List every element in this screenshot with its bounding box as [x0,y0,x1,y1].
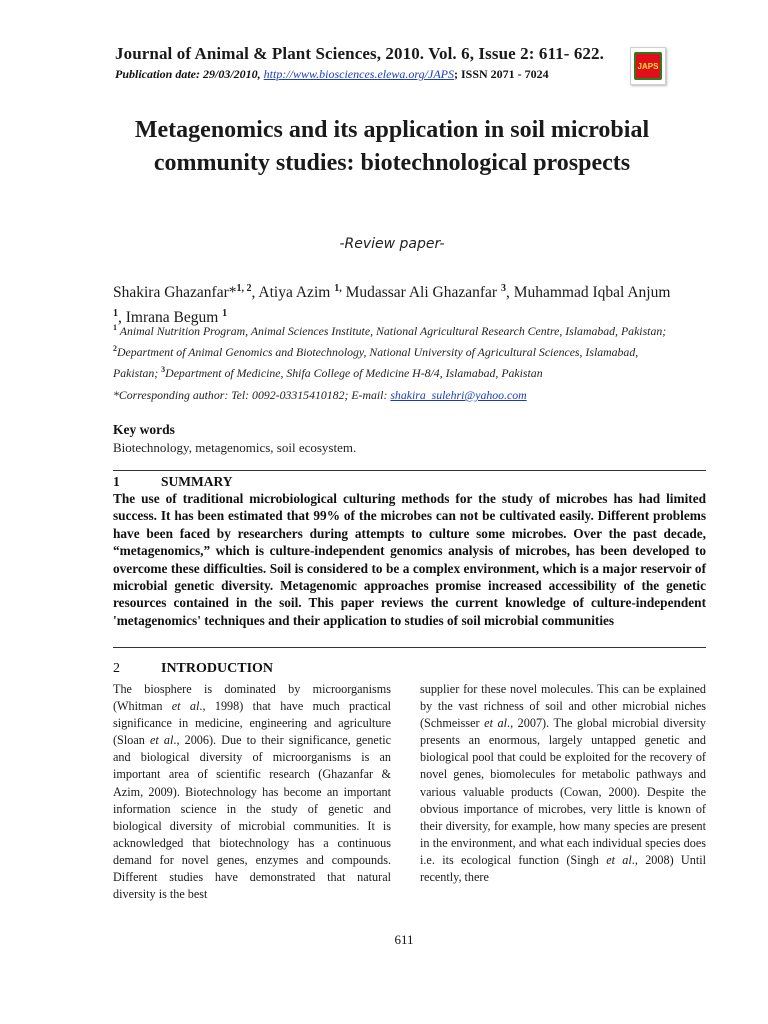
affiliation-mark: 1 [113,323,117,332]
section-number: 1 [113,474,120,489]
divider-top [113,470,706,471]
author-name: , Atiya Azim [251,284,335,302]
body-text: ., 2008) Until recently, there [420,852,706,885]
affiliation-mark: 3 [161,364,166,374]
publication-line [115,67,635,82]
keywords-text: Biotechnology, metagenomics, soil ecosystem. [113,440,357,455]
summary-text: The use of traditional microbiological culturing methods for the study of microbes has had limited success. It has been estimated that 99% of the microbes can not be cultivated easily. Different problems have been faced by researchers during attempts to culture some microbes. Over the past decade, “metagenomics,” which is culture-independent genomics analysis of microbes, has been developed to overcome these difficulties. Soil is considered to be a complex environment, which is a major reservoir of microbial genetic diversity. Metagenomic approaches promise increased accessibility of the genetic resources contained in the soil. This paper reviews the current knowledge of culture-independent 'metagenomics' techniques and their application to studies of soil microbial communities [113,491,706,628]
body-text: ., 1998) that have much practical significance in medicine, engineering and agriculture (Sloan [113,699,391,748]
publication-date: Publication date: 29/03/2010, [115,67,261,81]
corresponding-author [113,388,683,403]
body-column-left [113,681,391,903]
paper-title: Metagenomics and its application in soil microbial community studies: biotechnological prospects [134,117,650,176]
journal-title: Journal of Animal & Plant Sciences, 2010. Vol. 6, Issue 2: 611- 622. [115,44,604,63]
body-text: ., 2006). Due to their significance, genetic and biological diversity of microorganisms is an important area of scientific research (Ghazanfar & Azim, 2009). Biotechnology has become an important information science in the study of genetic and biological diversity of microbial communities. It is acknowledged that biotechnology has a continuous demand for novel genes, enzymes and compounds. Different studies have demonstrated that natural diversity is the best [113,733,392,902]
author-affiliation-mark: 1, 2 [236,283,252,294]
author-affiliation-mark: 1, [334,283,342,294]
introduction-heading [113,661,273,677]
journal-url-link[interactable]: http://www.biosciences.elewa.org/JAPS [263,67,454,81]
divider-bottom [113,647,706,648]
body-column-right [420,681,706,886]
citation-etal: et al [606,852,632,867]
author-affiliation-mark: 1 [113,308,118,320]
body-text: The biosphere is dominated by microorganisms (Whitman [113,682,391,714]
corresponding-author-text: *Corresponding author: Tel: 0092-03315410182; E-mail: [113,388,391,402]
affiliation-mark: 2 [113,343,117,353]
author-affiliation-mark: 3 [500,283,506,294]
body-text: ., 2007). The global microbial diversity presents an enormous, largely untapped genetic and biological pool that could be exploited for the recovery of novel genes, biomolecules for metabolic pathways and various valuable products (Cowan, 2000). Despite the obvious importance of microbes, very little is known of their diversity, for example, how many species are present in the environment, and what each individual species does i.e. its ecological function (Singh [420,716,707,867]
affiliation-text: Animal Nutrition Program, Animal Sciences Institute, National Agricultural Research Centre, Islamabad, Pakistan; [117,323,667,338]
citation-etal: et al [484,716,508,731]
paper-type: -Review paper- [339,236,445,252]
keywords-heading: Key words [113,422,175,437]
author-name: , Muhammad Iqbal Anjum [505,284,671,302]
japs-logo [630,47,666,85]
section-title: SUMMARY [161,474,233,489]
affiliations [113,319,683,382]
author-affiliation-mark: 1 [222,308,228,320]
journal-header [115,44,635,82]
citation-etal: et al [149,733,174,748]
email-link[interactable]: shakira_sulehri@yahoo.com [390,388,527,402]
issn: ; ISSN 2071 - 7024 [453,67,549,81]
affiliation-text: Department of Medicine, Shifa College of Medicine H-8/4, Islamabad, Pakistan [165,365,543,380]
page-number: 611 [394,932,414,947]
author-name: Shakira Ghazanfar* [113,284,237,302]
citation-etal: et al [171,699,200,714]
japs-logo-badge: JAPS [634,52,662,80]
summary-heading [113,474,233,490]
section-number: 2 [113,661,120,676]
author-name: , Imrana Begum [118,309,223,327]
affiliation-text: Department of Animal Genomics and Biotechnology, National University of Agricultural Sciences, Islamabad, Pakistan; [113,344,639,380]
body-text: supplier for these novel molecules. This can be explained by the vast richness of soil and other microbial niches (Schmeisser [420,682,706,731]
section-title: INTRODUCTION [161,661,274,676]
author-name: Mudassar Ali Ghazanfar [341,284,501,302]
